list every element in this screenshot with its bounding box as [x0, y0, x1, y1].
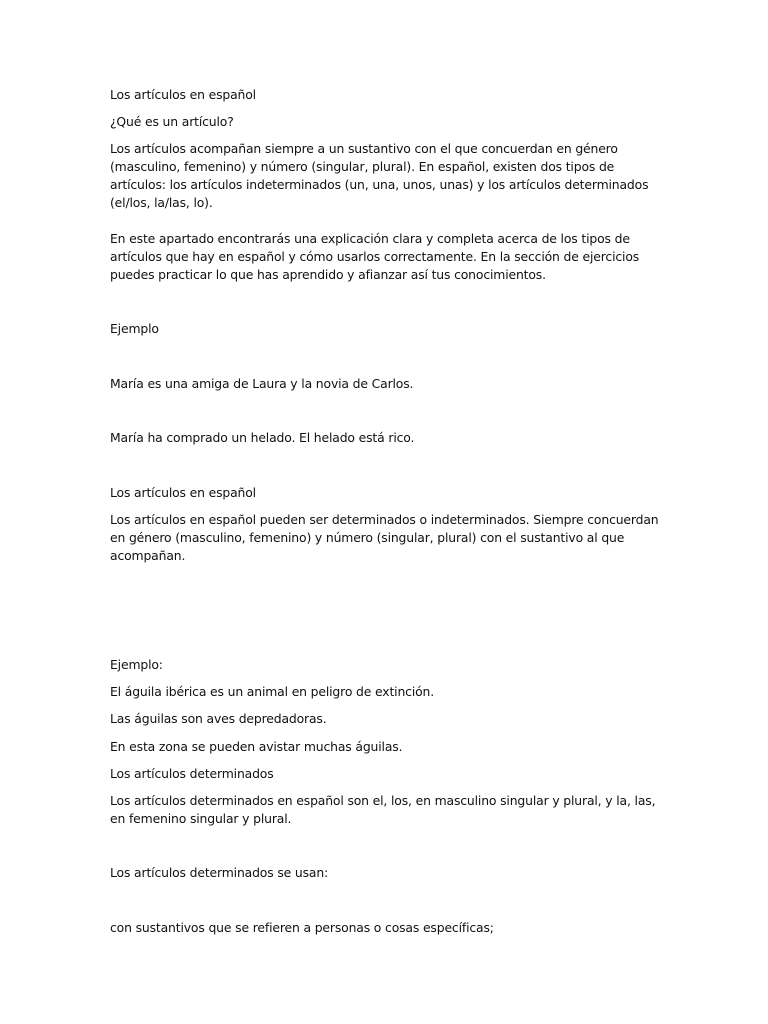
heading-articulos-determinados: Los artículos determinados [110, 766, 274, 781]
paragraph-articulos-determinados: Los artículos determinados en español son el, los, en masculino singular y plural, y la, las, en femenino singular y plural. [110, 793, 656, 826]
question-que-es-un-articulo: ¿Qué es un artículo? [110, 114, 234, 129]
example-sentence-2: María ha comprado un helado. El helado está rico. [110, 430, 415, 445]
heading-articulos-en-espanol: Los artículos en español [110, 87, 256, 102]
paragraph-determinados-indeterminados: Los artículos en español pueden ser determinados o indeterminados. Siempre concuerdan en género (masculino, femenino) y número (singular, plural) con el sustantivo al que acompañan. [110, 512, 659, 563]
list-item-usage-1: con sustantivos que se refieren a personas o cosas específicas; [110, 920, 494, 935]
example-sentence-5: En esta zona se pueden avistar muchas águilas. [110, 739, 403, 754]
example-sentence-4: Las águilas son aves depredadoras. [110, 711, 327, 726]
example-sentence-3: El águila ibérica es un animal en peligro de extinción. [110, 684, 435, 699]
label-ejemplo: Ejemplo [110, 321, 159, 336]
paragraph-definition: Los artículos acompañan siempre a un sustantivo con el que concuerdan en género (masculino, femenino) y número (singular, plural). En español, existen dos tipos de artículos: los artículos indeterminados (un, una, unos, unas) y los artículos determinados (el/los, la/las, lo). [110, 141, 649, 210]
label-ejemplo-2: Ejemplo: [110, 657, 163, 672]
paragraph-intro: En este apartado encontrarás una explicación clara y completa acerca de los tipos de artículos que hay en español y cómo usarlos correctamente. En la sección de ejercicios puedes practicar lo que has aprendido y afianzar así tus conocimientos. [110, 231, 640, 282]
heading-articulos-en-espanol-2: Los artículos en español [110, 485, 256, 500]
paragraph-se-usan: Los artículos determinados se usan: [110, 865, 329, 880]
example-sentence-1: María es una amiga de Laura y la novia de Carlos. [110, 376, 414, 391]
